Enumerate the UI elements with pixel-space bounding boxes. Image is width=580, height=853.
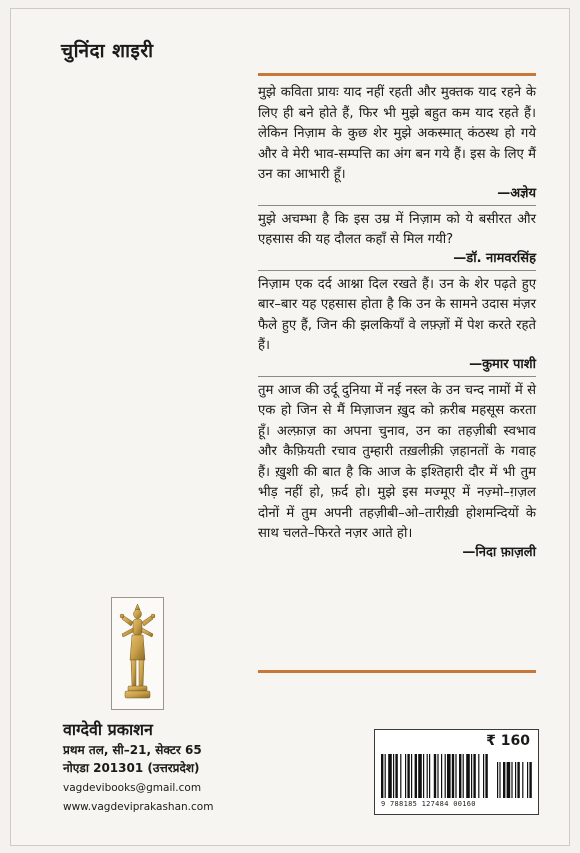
price-label: ₹ 160 <box>486 733 530 749</box>
barcode-icon <box>381 754 533 798</box>
quote-author: —अज्ञेय <box>497 185 536 201</box>
quote-author: —निदा फ़ाज़ली <box>462 544 536 560</box>
quote-divider <box>258 376 536 377</box>
back-cover <box>10 8 570 846</box>
quote-author: —डॉ. नामवरसिंह <box>453 250 536 266</box>
publisher-name: वाग्देवी प्रकाशन <box>63 720 153 739</box>
quote-nida-fazli <box>258 381 536 562</box>
publisher-email: vagdevibooks@gmail.com <box>63 782 202 794</box>
barcode-panel <box>374 729 539 815</box>
quotes-section <box>258 83 536 564</box>
quote-divider <box>258 205 536 206</box>
publisher-address-line1: प्रथम तल, सी–21, सेक्टर 65 <box>63 743 202 757</box>
quote-author: —कुमार पाशी <box>469 356 536 372</box>
quote-agyeya <box>258 83 536 203</box>
publisher-emblem <box>111 597 164 710</box>
quote-text: मुझे अचम्भा है कि इस उम्र में निज़ाम को ये बसीरत और एहसास की यह दौलत कहाँ से मिल गयी? <box>258 211 536 247</box>
top-accent-rule <box>258 73 536 76</box>
quote-text: तुम आज की उर्दू दुनिया में नई नस्ल के उन चन्द नामों में से एक हो जिन से मैं मिज़ाजन ख़ुद को क़रीब महसूस करता हूँ। अल्फ़ाज़ का अपना चुनाव, उन का तहज़ीबी स्वभाव और कैफ़ियती रचाव तुम्हारी तख़लीक़ी ज़हानतों के गवाह हैं। ख़ुशी की बात है कि आज के इश्तिहारी दौर में भी तुम भीड़ नहीं हो, फ़र्द हो। मुझे इस मज्मूए में नज़्मो–ग़ज़ल दोनों में तुम अपनी तहज़ीबी–ओ–तारीख़ी होशमन्दियों के साथ चलते–फिरते नज़र आते हो। <box>258 382 536 541</box>
quote-text: निज़ाम एक दर्द आश्ना दिल रखते हैं। उन के शेर पढ़ते हुए बार–बार यह एहसास होता है कि उन के सामने उदास मंज़र फैले हुए हैं, जिन की झलकियाँ वे लफ़्ज़ों में पेश करते रहते हैं। <box>258 276 536 353</box>
goddess-statue-icon <box>112 598 163 709</box>
publisher-website: www.vagdeviprakashan.com <box>63 801 214 813</box>
publisher-info <box>63 719 253 815</box>
quote-namvar-singh <box>258 210 536 268</box>
quote-divider <box>258 270 536 271</box>
bottom-accent-rule <box>258 670 536 673</box>
series-title: चुनिंदा शाइरी <box>61 40 154 62</box>
barcode-digits: 9 788185 127484 00160 <box>381 800 476 808</box>
quote-text: मुझे कविता प्रायः याद नहीं रहती और मुक्तक याद रहने के लिए ही बने होते हैं, फिर भी मुझे बहुत कम याद रहते हैं। लेकिन निज़ाम के कुछ शेर मुझे अकस्मात् कंठस्थ हो गये और वे मेरी भाव-सम्पत्ति का अंग बन गये हैं। इस के लिए मैं उन का आभारी हूँ। <box>258 85 536 182</box>
quote-kumar-pashi <box>258 275 536 374</box>
publisher-address-line2: नोएडा 201301 (उत्तरप्रदेश) <box>63 761 200 775</box>
